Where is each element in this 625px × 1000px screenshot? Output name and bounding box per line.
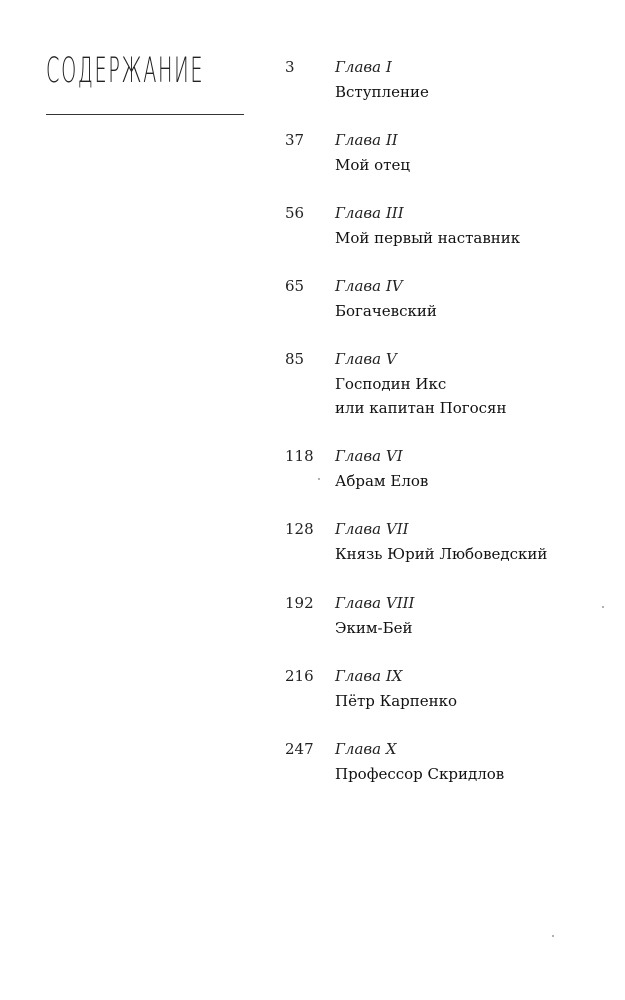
entry-title: Пётр Карпенко	[335, 692, 458, 710]
entry-chapter-label: Глава IX	[335, 667, 403, 685]
entry-page-number: 118	[285, 447, 314, 465]
scan-speck	[602, 606, 604, 608]
entry-title: Князь Юрий Любоведский	[335, 545, 548, 563]
scan-speck	[318, 478, 320, 480]
scan-speck	[552, 935, 554, 937]
entry-chapter-label: Глава III	[335, 204, 404, 222]
entry-title: Мой отец	[335, 156, 411, 174]
entry-page-number: 56	[285, 204, 305, 222]
entry-chapter-label: Глава VI	[335, 447, 403, 465]
entry-chapter-label: Глава I	[335, 58, 392, 76]
entry-title: Вступление	[335, 83, 429, 101]
entry-chapter-label: Глава VII	[335, 520, 409, 538]
entry-title: Профессор Скридлов	[335, 765, 505, 783]
entry-chapter-label: Глава V	[335, 350, 397, 368]
entry-chapter-label: Глава IV	[335, 277, 403, 295]
entry-page-number: 3	[285, 58, 295, 76]
entry-page-number: 247	[285, 740, 314, 758]
entry-title: Богачевский	[335, 302, 437, 320]
entry-title: Абрам Елов	[335, 472, 429, 490]
toc-heading: СОДЕРЖАНИЕ	[46, 51, 205, 91]
entry-title: Господин Икс или капитан Погосян	[335, 375, 507, 417]
entry-title: Мой первый наставник	[335, 229, 521, 247]
entry-chapter-label: Глава X	[335, 740, 397, 758]
entry-chapter-label: Глава II	[335, 131, 398, 149]
entry-page-number: 128	[285, 520, 314, 538]
entry-page-number: 216	[285, 667, 314, 685]
entry-chapter-label: Глава VIII	[335, 594, 415, 612]
entry-title: Эким-Бей	[335, 619, 413, 637]
entry-page-number: 37	[285, 131, 305, 149]
heading-underline	[46, 114, 244, 115]
entry-page-number: 192	[285, 594, 314, 612]
entry-page-number: 85	[285, 350, 305, 368]
entry-page-number: 65	[285, 277, 305, 295]
